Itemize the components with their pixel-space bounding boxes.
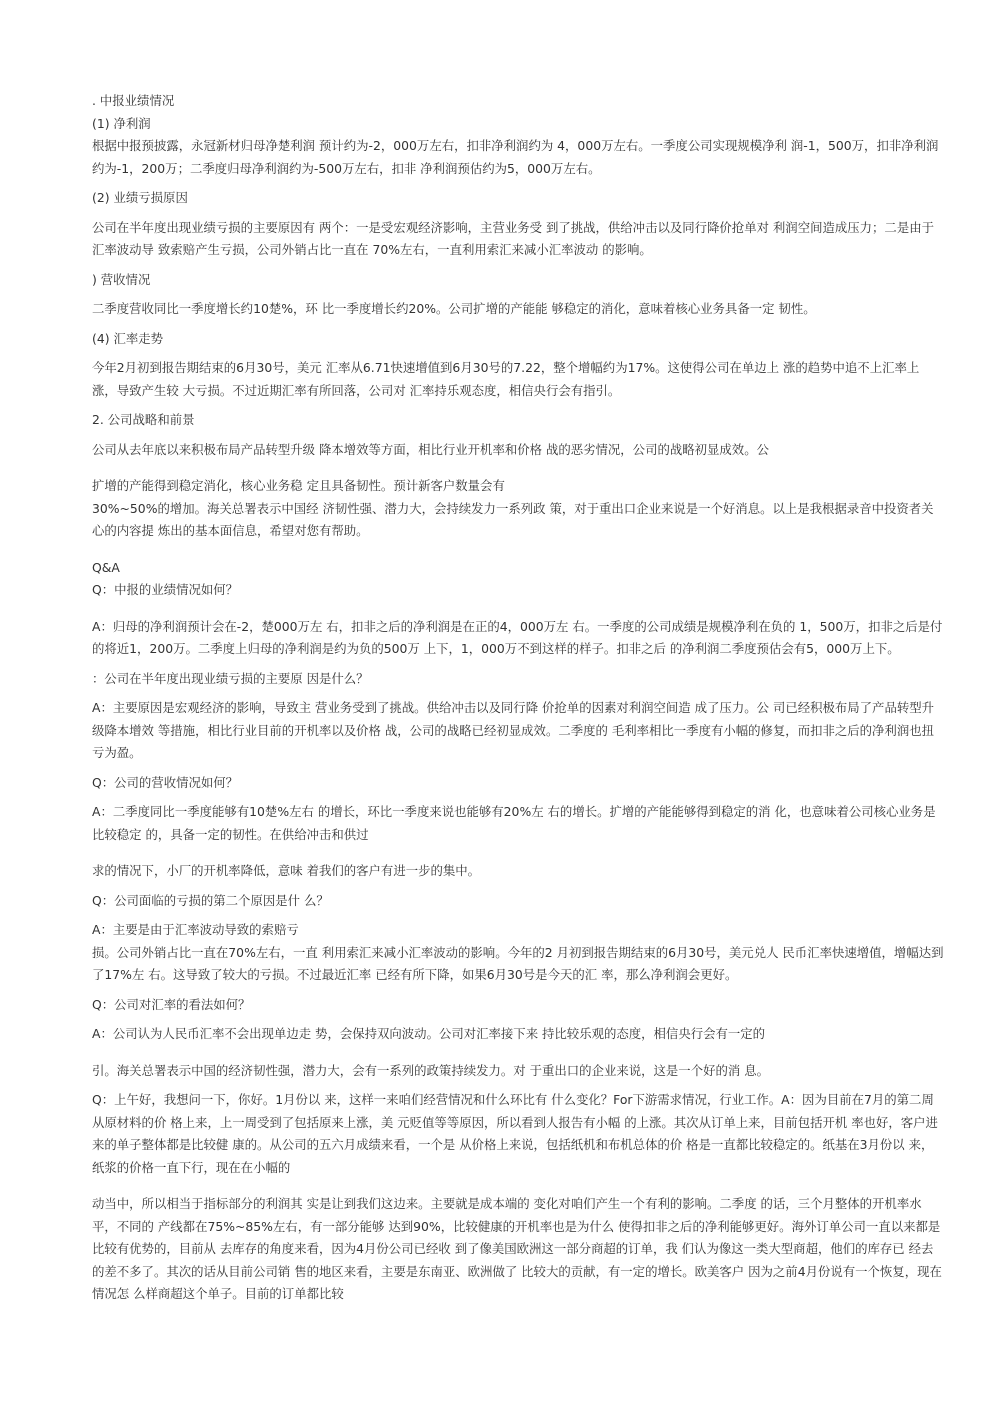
paragraph: Q：公司面临的亏损的第二个原因是什 么？ xyxy=(92,892,329,908)
paragraph: (1) 净利润 xyxy=(92,115,151,131)
paragraph: Q：公司的营收情况如何？ xyxy=(92,774,239,790)
paragraph: 30%~50%的增加。海关总署表示中国经 济韧性强、潜力大，会持续发力一系列政 策，对于重出口企业来说是一个好消息。以上是我根据录音中投资者关心的内容提 炼出的基本面信息，希望对您有帮助。 xyxy=(92,500,934,538)
paragraph: A：二季度同比一季度能够有10楚%左右 的增长，环比一季度来说也能够有20%左 右的增长。扩增的产能能够得到稳定的消 化，也意味着公司核心业务是比较稳定 的，具备一定的韧性。在供给冲击和供过 xyxy=(92,804,936,842)
paragraph: 今年2月初到报告期结束的6月30号，美元 汇率从6.71快速增值到6月30号的7.22，整个增幅约为17%。这使得公司在单边上 涨的趋势中追不上汇率上涨，导致产生较 大亏损。不过近期汇率有所回落，公司对 汇率持乐观态度，相信央行会有指引。 xyxy=(92,360,920,398)
paragraph: 公司在半年度出现业绩亏损的主要原因有 两个：一是受宏观经济影响，主营业务受 到了挑战，供给冲击以及同行降价抢单对 利润空间造成压力；二是由于汇率波动导 致索赔产生亏损，公司外销占比一直在 70%左右，一直利用索汇来减小汇率波动 的影响。 xyxy=(92,219,934,257)
paragraph: Q：中报的业绩情况如何？ xyxy=(92,582,239,597)
paragraph: 公司从去年底以来积极布局产品转型升级 降本增效等方面，相比行业开机率和价格 战的恶劣情况，公司的战略初显成效。公 xyxy=(92,441,769,457)
paragraph: 二季度营收同比一季度增长约10楚%，环 比一季度增长约20%。公司扩增的产能能 够稳定的消化，意味着核心业务具备一定 韧性。 xyxy=(92,301,816,316)
paragraph: A：公司认为人民币汇率不会出现单边走 势，会保持双向波动。公司对汇率接下来 持比较乐观的态度，相信央行会有一定的 xyxy=(92,1026,766,1041)
paragraph: A：归母的净利润预计会在-2，楚000万左 右，扣非之后的净利润是在正的4，000万左 右。一季度的公司成绩是规模净利在负的 1，500万，扣非之后是付的将近1，200万。二季度上归母的净利润是约为负的500万 上下，1，000万不到这样的样子。扣非之后 的净利润二季度预估会有5，000万上下。 xyxy=(92,618,943,656)
paragraph: (4) 汇率走势 xyxy=(92,330,164,346)
paragraph: Q&A xyxy=(92,559,120,575)
paragraph: Q：公司对汇率的看法如何？ xyxy=(92,996,251,1012)
paragraph: A：主要是由于汇率波动导致的索赔亏 xyxy=(92,922,299,937)
paragraph: 根据中报预披露，永冠新材归母净楚利润 预计约为-2，000万左右，扣非净利润约为 4，000万左右。一季度公司实现规模净利 润-1，500万，扣非净利润约为-1，200万；二季度归母净利润约为-500万左右，扣非 净利润预估约为5，000万左右。 xyxy=(92,138,939,176)
document-body xyxy=(92,90,944,1306)
paragraph: (2) 业绩亏损原因 xyxy=(92,190,188,205)
paragraph: 动当中，所以相当于指标部分的利润其 实是让到我们这边来。主要就是成本端的 变化对咱们产生一个有利的影响。二季度 的话，三个月整体的开机率水平，不同的 产线都在75%~85%左右，有一部分能够 达到90%，比较健康的开机率也是为什么 使得扣非之后的净利能够更好。海外订单公司一直以来都是比较有优势的，目前从 去库存的角度来看，因为4月份公司已经收 到了像美国欧洲这一部分商超的订单，我 们认为像这一类大型商超，他们的库存已 经去的差不多了。其次的话从目前公司销 售的地区来看，主要是东南亚、欧洲做了 比较大的贡献，有一定的增长。欧美客户 因为之前4月份说有一个恢复，现在情况怎 么样商超这个单子。目前的订单都比较 xyxy=(92,1196,942,1301)
paragraph: ：公司在半年度出现业绩亏损的主要原 因是什么？ xyxy=(92,670,369,686)
paragraph: 损。公司外销占比一直在70%左右，一直 利用索汇来减小汇率波动的影响。今年的2 月初到报告期结束的6月30号，美元兑人 民币汇率快速增值，增幅达到了17%左 右。这导致了较大的亏损。不过最近汇率 已经有所下降，如果6月30号是今天的汇 率，那么净利润会更好。 xyxy=(92,944,944,982)
paragraph: 求的情况下，小厂的开机率降低，意味 着我们的客户有进一步的集中。 xyxy=(92,863,481,878)
paragraph: . 中报业绩情况 xyxy=(92,93,175,108)
paragraph: A：主要原因是宏观经济的影响，导致主 营业务受到了挑战。供给冲击以及同行降 价抢单的因素对利润空间造 成了压力。公 司已经积极布局了产品转型升级降本增效 等措施，相比行业目前的开机率以及价格 战，公司的战略已经初显成效。二季度的 毛利率相比一季度有小幅的修复，而扣非之后的净利润也扭亏为盈。 xyxy=(92,700,935,760)
paragraph: 2. 公司战略和前景 xyxy=(92,412,195,427)
paragraph: 引。海关总署表示中国的经济韧性强，潜力大，会有一系列的政策持续发力。对 于重出口的企业来说，这是一个好的消 息。 xyxy=(92,1062,769,1078)
paragraph: ) 营收情况 xyxy=(92,271,151,287)
paragraph: 扩增的产能得到稳定消化，核心业务稳 定且具备韧性。预计新客户数量会有 xyxy=(92,478,505,493)
paragraph: Q：上午好，我想问一下，你好。1月份以 来，这样一来咱们经营情况和什么环比有 什么变化？For下游需求情况，行业工作。A：因为目前在7月的第二周从原材料的价 格上来，上一周受到了包括原来上涨，美 元贬值等等原因，所以看到人报告有小幅 的上涨。其次从订单上来，目前包括开机 率也好，客户进来的单子整体都是比较健 康的。从公司的五六月成绩来看，一个是 从价格上来说，包括纸机和布机总体的价 格是一直都比较稳定的。纸基在3月份以 来，纸浆的价格一直下行，现在在小幅的 xyxy=(92,1092,938,1175)
